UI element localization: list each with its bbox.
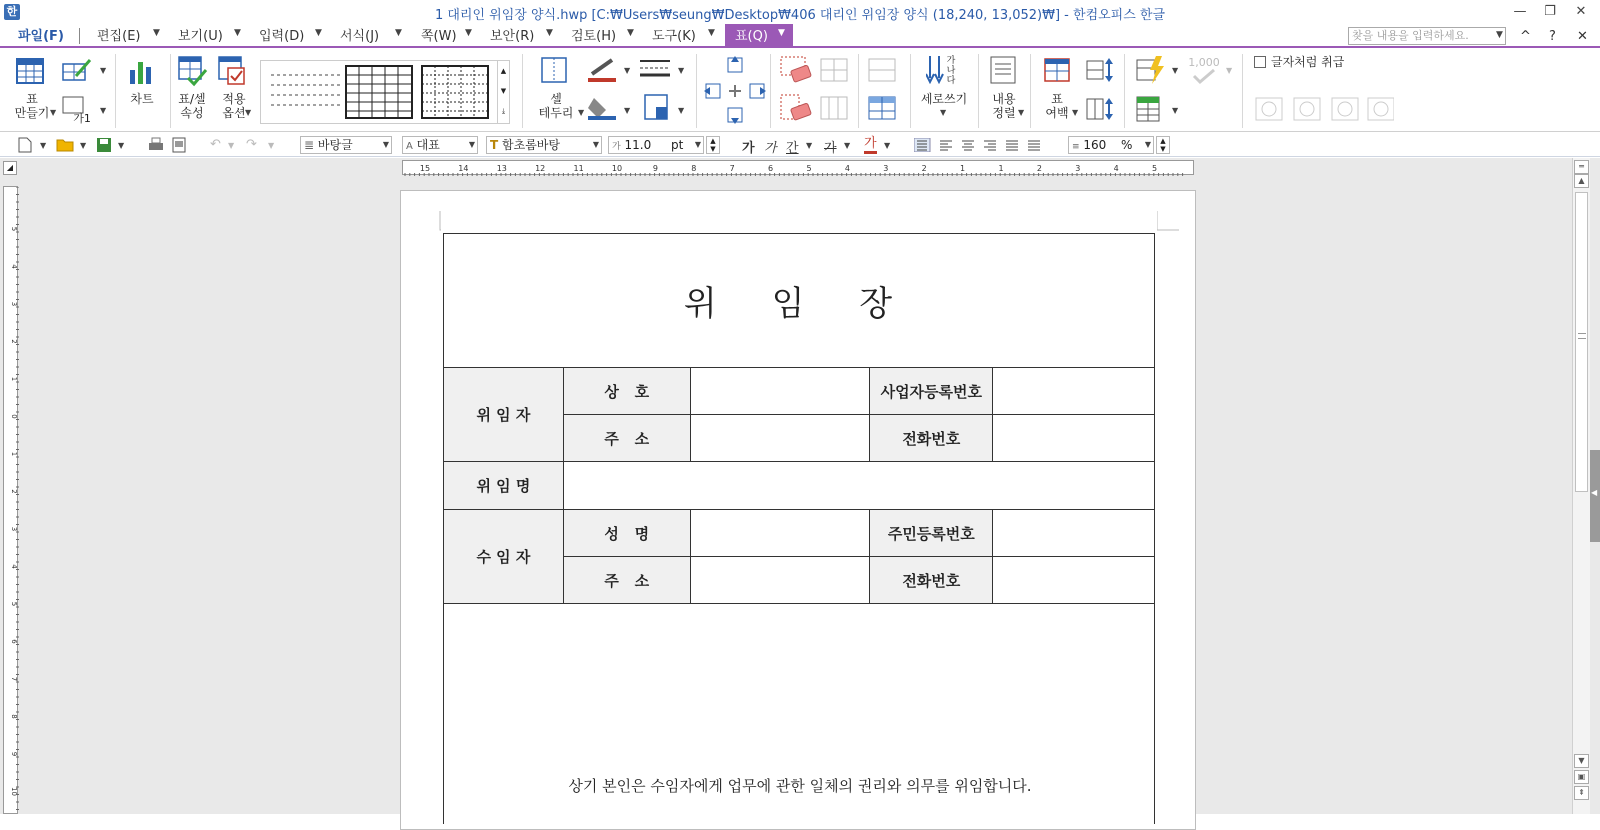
address2-label-cell[interactable]: 주 소 [563, 557, 690, 604]
scroll-up-icon[interactable]: ▲ [1574, 174, 1589, 188]
company-value-cell[interactable] [690, 368, 870, 415]
ribbon-separator [1242, 54, 1243, 128]
table-style-dashed-icon[interactable] [271, 69, 341, 115]
address-value-cell[interactable] [690, 415, 870, 462]
horizontal-ruler-ticks [403, 161, 1195, 176]
address-label-cell[interactable]: 주 소 [563, 415, 690, 462]
delete-row-icon[interactable] [780, 56, 812, 84]
menu-page[interactable]: 쪽(W) [421, 29, 457, 44]
table-style-gallery[interactable] [260, 60, 510, 124]
border-color-icon[interactable] [588, 56, 616, 82]
company-label-cell[interactable]: 상 호 [563, 368, 690, 415]
split-cells-icon[interactable] [820, 96, 848, 120]
font-size-select[interactable]: 가 11.0 pt ▼ [608, 136, 704, 154]
ruler-tick-label: 6 [10, 639, 18, 644]
menu-file[interactable]: 파일(F) [18, 29, 64, 44]
font-select[interactable]: T 함초롬바탕 ▼ [486, 136, 602, 154]
ribbon-separator [1124, 54, 1125, 128]
ruler-tick-label: 4 [10, 564, 18, 569]
menu-table[interactable] [725, 24, 793, 48]
ruler-tick-label: 2 [10, 489, 18, 494]
paragraph-align-icons[interactable] [914, 138, 1050, 152]
vertical-writing-caret-icon[interactable]: ▼ [940, 108, 947, 117]
horizontal-ruler[interactable] [402, 160, 1194, 175]
language-dropdown-icon[interactable]: ▼ [468, 140, 475, 149]
gallery-scroll[interactable] [497, 61, 509, 123]
menu-insert[interactable]: 입력(D) [259, 29, 305, 44]
ruler-tick-label: 3 [10, 301, 18, 307]
ruler-tick-label: 8 [10, 714, 18, 719]
ribbon-separator [858, 54, 859, 128]
border-line-type-icon[interactable] [640, 58, 670, 80]
col-width-icon[interactable] [1086, 96, 1114, 122]
biz-no-value-cell[interactable] [993, 368, 1155, 415]
page-corner-mark [1157, 211, 1179, 231]
font-dropdown-icon[interactable]: ▼ [592, 140, 599, 149]
cell-border-icon[interactable] [540, 56, 568, 84]
restore-button[interactable]: ❐ [1544, 4, 1556, 19]
ruler-tick-label: 5 [806, 164, 812, 173]
apply-options-button[interactable]: 적용 옵션 [222, 92, 246, 120]
ruler-tick-label: 5 [1152, 164, 1158, 173]
cell-shade-caret-icon[interactable]: ▼ [678, 106, 685, 115]
menu-tools-arrow-icon[interactable]: ▼ [708, 28, 715, 38]
ruler-tick-label: 1 [998, 164, 1004, 173]
vertical-scrollbar[interactable] [1572, 158, 1590, 814]
cell-equal-width-icon[interactable] [868, 96, 896, 120]
quick-calc-icon[interactable] [1136, 56, 1164, 84]
font-size-spinner[interactable]: ▲ ▼ [706, 136, 720, 154]
save-icon[interactable] [96, 137, 112, 153]
ruler-tick-label: 3 [10, 526, 18, 532]
font-color-button[interactable]: 가 [864, 137, 877, 154]
ruler-toggle-icon[interactable]: ◢ [3, 161, 17, 175]
ruler-tick-label: 7 [10, 676, 18, 682]
format-toolbar [0, 133, 1600, 157]
ruler-tick-label: 2 [921, 164, 927, 173]
menu-edit[interactable]: 편집(E) [97, 29, 141, 44]
menu-format[interactable]: 서식(J) [340, 29, 380, 44]
search-dropdown-icon[interactable]: ▼ [1496, 30, 1503, 40]
apply-options-icon[interactable] [218, 56, 248, 88]
ruler-tick-label: 10 [10, 787, 18, 796]
doc-close-icon[interactable]: ✕ [1577, 29, 1588, 44]
document-workarea [0, 158, 1600, 814]
print-icon[interactable] [148, 137, 164, 153]
side-panel-arrow-icon[interactable]: ◀ [1591, 488, 1598, 497]
style-dropdown-icon[interactable]: ▼ [382, 140, 389, 149]
ruler-tick-label: 11 [573, 164, 584, 173]
save-caret-icon[interactable]: ▼ [118, 141, 125, 150]
scroll-grip-icon [1578, 333, 1586, 339]
gallery-up-icon[interactable]: ▲ [500, 67, 507, 75]
new-document-icon[interactable] [18, 137, 32, 153]
make-table-button[interactable]: 표 만들기 [14, 92, 50, 120]
page-corner-mark [419, 211, 441, 231]
ruler-tick-label: 0 [10, 414, 18, 419]
table-style-dotted-icon[interactable] [421, 65, 489, 119]
cell-border-button[interactable]: 셀 테두리 [538, 92, 574, 120]
delete-col-icon[interactable] [780, 94, 812, 122]
document-page[interactable] [400, 190, 1196, 830]
search-input[interactable]: 찾을 내용을 입력하세요. [1348, 27, 1506, 45]
gallery-down-icon[interactable]: ▼ [500, 87, 507, 95]
font-value: 함초롬바탕 [502, 138, 560, 152]
menu-view-arrow-icon[interactable]: ▼ [234, 28, 241, 38]
vertical-ruler-ticks [4, 187, 19, 815]
power-of-attorney-table[interactable] [443, 233, 1155, 824]
redo-caret-icon[interactable]: ▼ [268, 141, 275, 150]
formula-icon[interactable] [1136, 96, 1160, 122]
style-value: 바탕글 [317, 138, 353, 152]
bold-button[interactable]: 가 [742, 141, 755, 156]
ruler-tick-label: 4 [10, 264, 18, 269]
scroll-thumb[interactable] [1575, 192, 1588, 492]
delegatee-label-cell[interactable]: 수 임 자 [444, 510, 564, 604]
statement-cell[interactable] [444, 604, 1155, 824]
textbox-caret-icon[interactable]: ▼ [100, 106, 107, 115]
vertical-writing-icon[interactable] [926, 56, 944, 84]
chart-icon[interactable] [128, 58, 154, 86]
ruler-tick-label: 4 [844, 164, 850, 173]
undo-caret-icon[interactable]: ▼ [228, 141, 235, 150]
prev-page-icon[interactable]: ⇞ [1574, 786, 1589, 800]
ribbon-separator [522, 54, 523, 128]
treat-as-char-checkbox[interactable] [1254, 56, 1266, 68]
address2-value-cell[interactable] [690, 557, 870, 604]
ruler-tick-label: 9 [652, 164, 658, 173]
close-button[interactable]: ✕ [1575, 4, 1587, 19]
new-doc-caret-icon[interactable]: ▼ [40, 141, 47, 150]
menu-tools[interactable]: 도구(K) [652, 29, 696, 44]
ga1-label: 가1 [73, 112, 91, 125]
ruler-tick-label: 12 [535, 164, 546, 173]
table-margin-caret-icon[interactable]: ▼ [1072, 108, 1079, 117]
delegator-label-cell[interactable]: 위 임 자 [444, 368, 564, 462]
ruler-tick-label: 1 [10, 451, 18, 457]
open-folder-icon[interactable] [56, 138, 74, 152]
name-value-cell[interactable] [690, 510, 870, 557]
border-line-caret-icon[interactable]: ▼ [678, 66, 685, 75]
table-cell-props-button[interactable]: 표/셀 속성 [178, 92, 206, 120]
menu-bar [0, 24, 1600, 48]
name-label-cell[interactable]: 성 명 [563, 510, 690, 557]
ribbon-separator [978, 54, 979, 128]
ribbon-separator [1030, 54, 1031, 128]
menu-view[interactable]: 보기(U) [178, 29, 223, 44]
merge-cells-icon[interactable] [820, 58, 848, 82]
ribbon-table-tools [0, 50, 1600, 132]
ribbon-separator [910, 54, 911, 128]
menu-review-arrow-icon[interactable]: ▼ [627, 28, 634, 38]
ruler-tick-label: 15 [419, 164, 431, 173]
window-title: 1 대리인 위임장 양식.hwp [C:₩Users₩seung₩Desktop₩406 대리인 위임장 양식 (18,240, 13,052)₩] - 한컴오피스 한글 [434, 8, 1166, 23]
phone-value-cell[interactable] [993, 415, 1155, 462]
content-align-caret-icon[interactable]: ▼ [1018, 108, 1025, 117]
gallery-more-icon[interactable]: ⤓ [501, 107, 506, 115]
ruler-tick-label: 1 [10, 376, 18, 382]
ruler-tick-label: 3 [1075, 164, 1081, 173]
cell-fill-icon[interactable] [588, 94, 616, 120]
insert-row-col-icons[interactable] [704, 54, 766, 128]
apply-options-caret-icon[interactable]: ▼ [245, 108, 252, 117]
resident-no-value-cell[interactable] [993, 510, 1155, 557]
language-select[interactable]: A 대표 ▼ [402, 136, 478, 154]
thousand-separator-label: 1,000 [1188, 56, 1220, 69]
strikethrough-button[interactable]: 가 [824, 141, 837, 156]
ruler-tick-label: 1 [960, 164, 966, 173]
ruler-tick-label: 5 [10, 226, 18, 232]
ruler-tick-label: 10 [611, 164, 623, 173]
cell-border-caret-icon[interactable]: ▼ [578, 108, 585, 117]
statement-text: 상기 본인은 수임자에게 업무에 관한 일체의 권리와 의무를 위임합니다. [568, 776, 1032, 795]
italic-button[interactable]: 가 [764, 141, 777, 156]
line-spacing-unit: % [1121, 138, 1133, 152]
underline-button[interactable]: 간 [786, 141, 799, 156]
style-select[interactable]: ≣ 바탕글 ▼ [300, 136, 392, 154]
quick-calc-caret-icon[interactable]: ▼ [1172, 66, 1179, 75]
scroll-down-icon[interactable]: ▼ [1574, 754, 1589, 768]
font-size-value: 11.0 [624, 138, 652, 152]
menu-security[interactable]: 보안(R) [490, 29, 535, 44]
thousand-caret-icon[interactable]: ▼ [1226, 66, 1233, 75]
redo-icon[interactable]: ↷ [246, 137, 257, 152]
vertical-writing-button[interactable]: 세로쓰기 [920, 92, 968, 106]
menu-insert-arrow-icon[interactable]: ▼ [315, 28, 322, 38]
ribbon-separator [770, 54, 771, 128]
ribbon-collapse-icon[interactable]: ^ [1520, 29, 1531, 44]
line-spacing-value: 160 [1083, 138, 1107, 152]
cell-shade-icon[interactable] [644, 94, 668, 120]
table-style-bordered-icon[interactable] [345, 65, 413, 119]
line-spacing-select[interactable]: ≡ 160 % ▼ [1068, 136, 1154, 154]
vertical-writing-glyph: 가 나 다 [946, 56, 956, 86]
line-spacing-dropdown-icon[interactable]: ▼ [1144, 140, 1151, 149]
ruler-tick-label: 14 [458, 164, 469, 173]
cell-fill-caret-icon[interactable]: ▼ [624, 106, 631, 115]
delegation-value-cell[interactable] [563, 462, 1154, 510]
side-panel-toggle[interactable] [1590, 450, 1600, 542]
scroll-split-icon[interactable]: ═ [1574, 160, 1589, 174]
minimize-button[interactable]: — [1513, 4, 1527, 19]
ribbon-separator [696, 54, 697, 128]
ribbon-separator [115, 54, 116, 128]
ruler-tick-label: 2 [10, 339, 18, 344]
content-align-button[interactable]: 내용 정렬 [992, 92, 1016, 120]
undo-icon[interactable]: ↶ [210, 137, 221, 152]
font-color-caret-icon[interactable]: ▼ [884, 141, 891, 150]
open-caret-icon[interactable]: ▼ [80, 141, 87, 150]
biz-no-label-cell[interactable]: 사업자등록번호 [870, 368, 993, 415]
menu-format-arrow-icon[interactable]: ▼ [395, 28, 402, 38]
make-table-caret-icon[interactable]: ▼ [50, 108, 57, 117]
content-align-icon[interactable] [990, 56, 1016, 84]
thousand-check-icon[interactable] [1192, 68, 1216, 86]
table-grid-icon[interactable] [16, 58, 44, 84]
table-cell-props-icon[interactable] [178, 56, 208, 88]
menu-page-arrow-icon[interactable]: ▼ [465, 28, 472, 38]
ruler-tick-label: 13 [496, 164, 507, 173]
border-color-caret-icon[interactable]: ▼ [624, 66, 631, 75]
menu-table-label: 표(Q) [735, 29, 768, 44]
language-value: 대표 [416, 138, 440, 152]
phone2-value-cell[interactable] [993, 557, 1155, 604]
ruler-tick-label: 2 [1036, 164, 1042, 173]
ribbon-separator [170, 54, 171, 128]
vertical-ruler[interactable] [3, 186, 18, 814]
table-margin-icon[interactable] [1042, 56, 1072, 84]
draw-table-caret-icon[interactable]: ▼ [100, 66, 107, 75]
menu-table-arrow-icon[interactable]: ▼ [778, 28, 785, 38]
strike-caret-icon[interactable]: ▼ [844, 141, 851, 150]
ruler-tick-label: 5 [10, 601, 18, 607]
menu-security-arrow-icon[interactable]: ▼ [546, 28, 553, 38]
menu-divider [79, 28, 80, 44]
cell-equal-height-icon[interactable] [868, 58, 896, 82]
delegation-label-cell[interactable]: 위 임 명 [444, 462, 564, 510]
font-size-unit: pt [671, 138, 684, 152]
phone-label-cell[interactable]: 전화번호 [870, 415, 993, 462]
text-wrap-icons[interactable] [1254, 96, 1394, 122]
ruler-tick-label: 4 [1113, 164, 1119, 173]
treat-as-char-label: 글자처럼 취급 [1271, 55, 1345, 69]
help-icon[interactable]: ? [1549, 29, 1556, 44]
ruler-tick-label: 9 [10, 751, 18, 757]
ruler-tick-label: 8 [691, 164, 697, 173]
hwp-app-icon[interactable]: 한 [4, 4, 20, 20]
font-size-dropdown-icon[interactable]: ▼ [694, 140, 701, 149]
menu-review[interactable]: 검토(H) [571, 29, 617, 44]
table-margin-button[interactable]: 표 여백 [1045, 92, 1069, 120]
row-height-icon[interactable] [1086, 56, 1114, 84]
ruler-tick-label: 3 [883, 164, 889, 173]
chart-button[interactable]: 차트 [130, 92, 154, 106]
title-bar [0, 0, 1600, 24]
phone2-label-cell[interactable]: 전화번호 [870, 557, 993, 604]
document-title[interactable]: 위 임 장 [444, 234, 1155, 368]
draw-table-icon[interactable] [62, 58, 92, 82]
ruler-tick-label: 7 [729, 164, 735, 173]
underline-caret-icon[interactable]: ▼ [806, 141, 813, 150]
menu-edit-arrow-icon[interactable]: ▼ [153, 28, 160, 38]
resident-no-label-cell[interactable]: 주민등록번호 [870, 510, 993, 557]
view-mode-icon[interactable]: ▣ [1574, 770, 1589, 784]
ruler-tick-label: 6 [768, 164, 774, 173]
formula-caret-icon[interactable]: ▼ [1172, 106, 1179, 115]
line-spacing-spinner[interactable]: ▲ ▼ [1156, 136, 1170, 154]
print-preview-icon[interactable] [172, 137, 186, 153]
